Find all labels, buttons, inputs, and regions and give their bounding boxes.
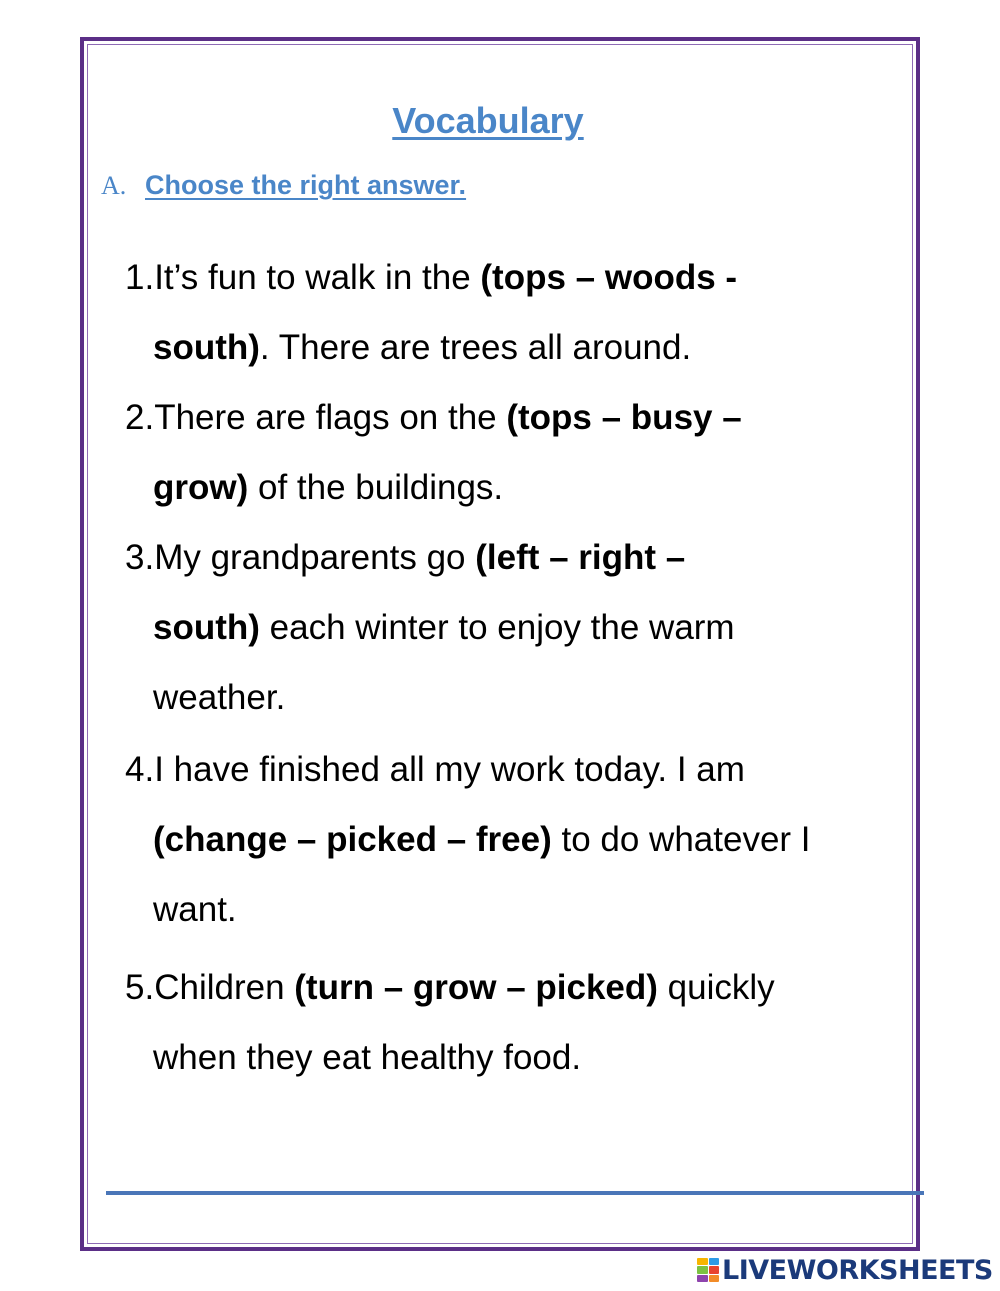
brand-text: LIVEWORKSHEETS xyxy=(722,1254,993,1286)
question-number: 1. xyxy=(125,258,155,297)
question-5-line-1 xyxy=(125,970,775,1005)
question-number: 4. xyxy=(125,750,155,789)
question-text: each winter to enjoy the warm xyxy=(259,608,735,647)
question-1-line-2 xyxy=(153,330,691,365)
question-text: Children xyxy=(154,968,295,1007)
question-text: when they eat healthy food. xyxy=(153,1038,582,1077)
answer-options: grow) xyxy=(153,468,249,507)
answer-options: south) xyxy=(153,608,260,647)
question-4-line-3 xyxy=(153,892,237,927)
logo-square xyxy=(697,1275,708,1282)
answer-options: (tops – woods - xyxy=(480,258,738,297)
question-4-line-1 xyxy=(125,752,745,787)
question-text: I have finished all my work today. I am xyxy=(154,750,745,789)
bottom-divider xyxy=(106,1191,924,1195)
question-2-line-1 xyxy=(125,400,742,435)
section-instruction: Choose the right answer. xyxy=(145,170,467,200)
question-number: 5. xyxy=(125,968,155,1007)
question-text: to do whatever I xyxy=(551,820,811,859)
question-2-line-2 xyxy=(153,470,503,505)
logo-square xyxy=(697,1266,708,1273)
question-text: of the buildings. xyxy=(248,468,504,507)
question-text: . There are trees all around. xyxy=(259,328,692,367)
logo-square xyxy=(709,1275,720,1282)
question-text: There are flags on the xyxy=(154,398,507,437)
liveworksheets-logo xyxy=(697,1256,993,1284)
question-4-line-2 xyxy=(153,822,811,857)
question-3-line-1 xyxy=(125,540,685,575)
question-text: quickly xyxy=(657,968,775,1007)
answer-options: south) xyxy=(153,328,260,367)
section-a-heading xyxy=(101,170,466,201)
logo-square xyxy=(709,1266,720,1273)
liveworksheets-icon xyxy=(697,1258,719,1282)
question-3-line-2 xyxy=(153,610,735,645)
answer-options: (left – right – xyxy=(475,538,686,577)
question-text: My grandparents go xyxy=(154,538,476,577)
question-number: 2. xyxy=(125,398,155,437)
question-text: It’s fun to walk in the xyxy=(154,258,481,297)
question-1-line-1 xyxy=(125,260,737,295)
worksheet-title: Vocabulary xyxy=(392,100,584,141)
answer-options: (tops – busy – xyxy=(506,398,742,437)
section-letter: A. xyxy=(101,171,127,200)
question-5-line-2 xyxy=(153,1040,581,1075)
question-text: want. xyxy=(153,890,237,929)
answer-options: (change – picked – free) xyxy=(153,820,552,859)
answer-options: (turn – grow – picked) xyxy=(294,968,658,1007)
question-3-line-3 xyxy=(153,680,285,715)
logo-square xyxy=(709,1258,720,1265)
question-number: 3. xyxy=(125,538,155,577)
logo-square xyxy=(697,1258,708,1265)
question-text: weather. xyxy=(153,678,286,717)
